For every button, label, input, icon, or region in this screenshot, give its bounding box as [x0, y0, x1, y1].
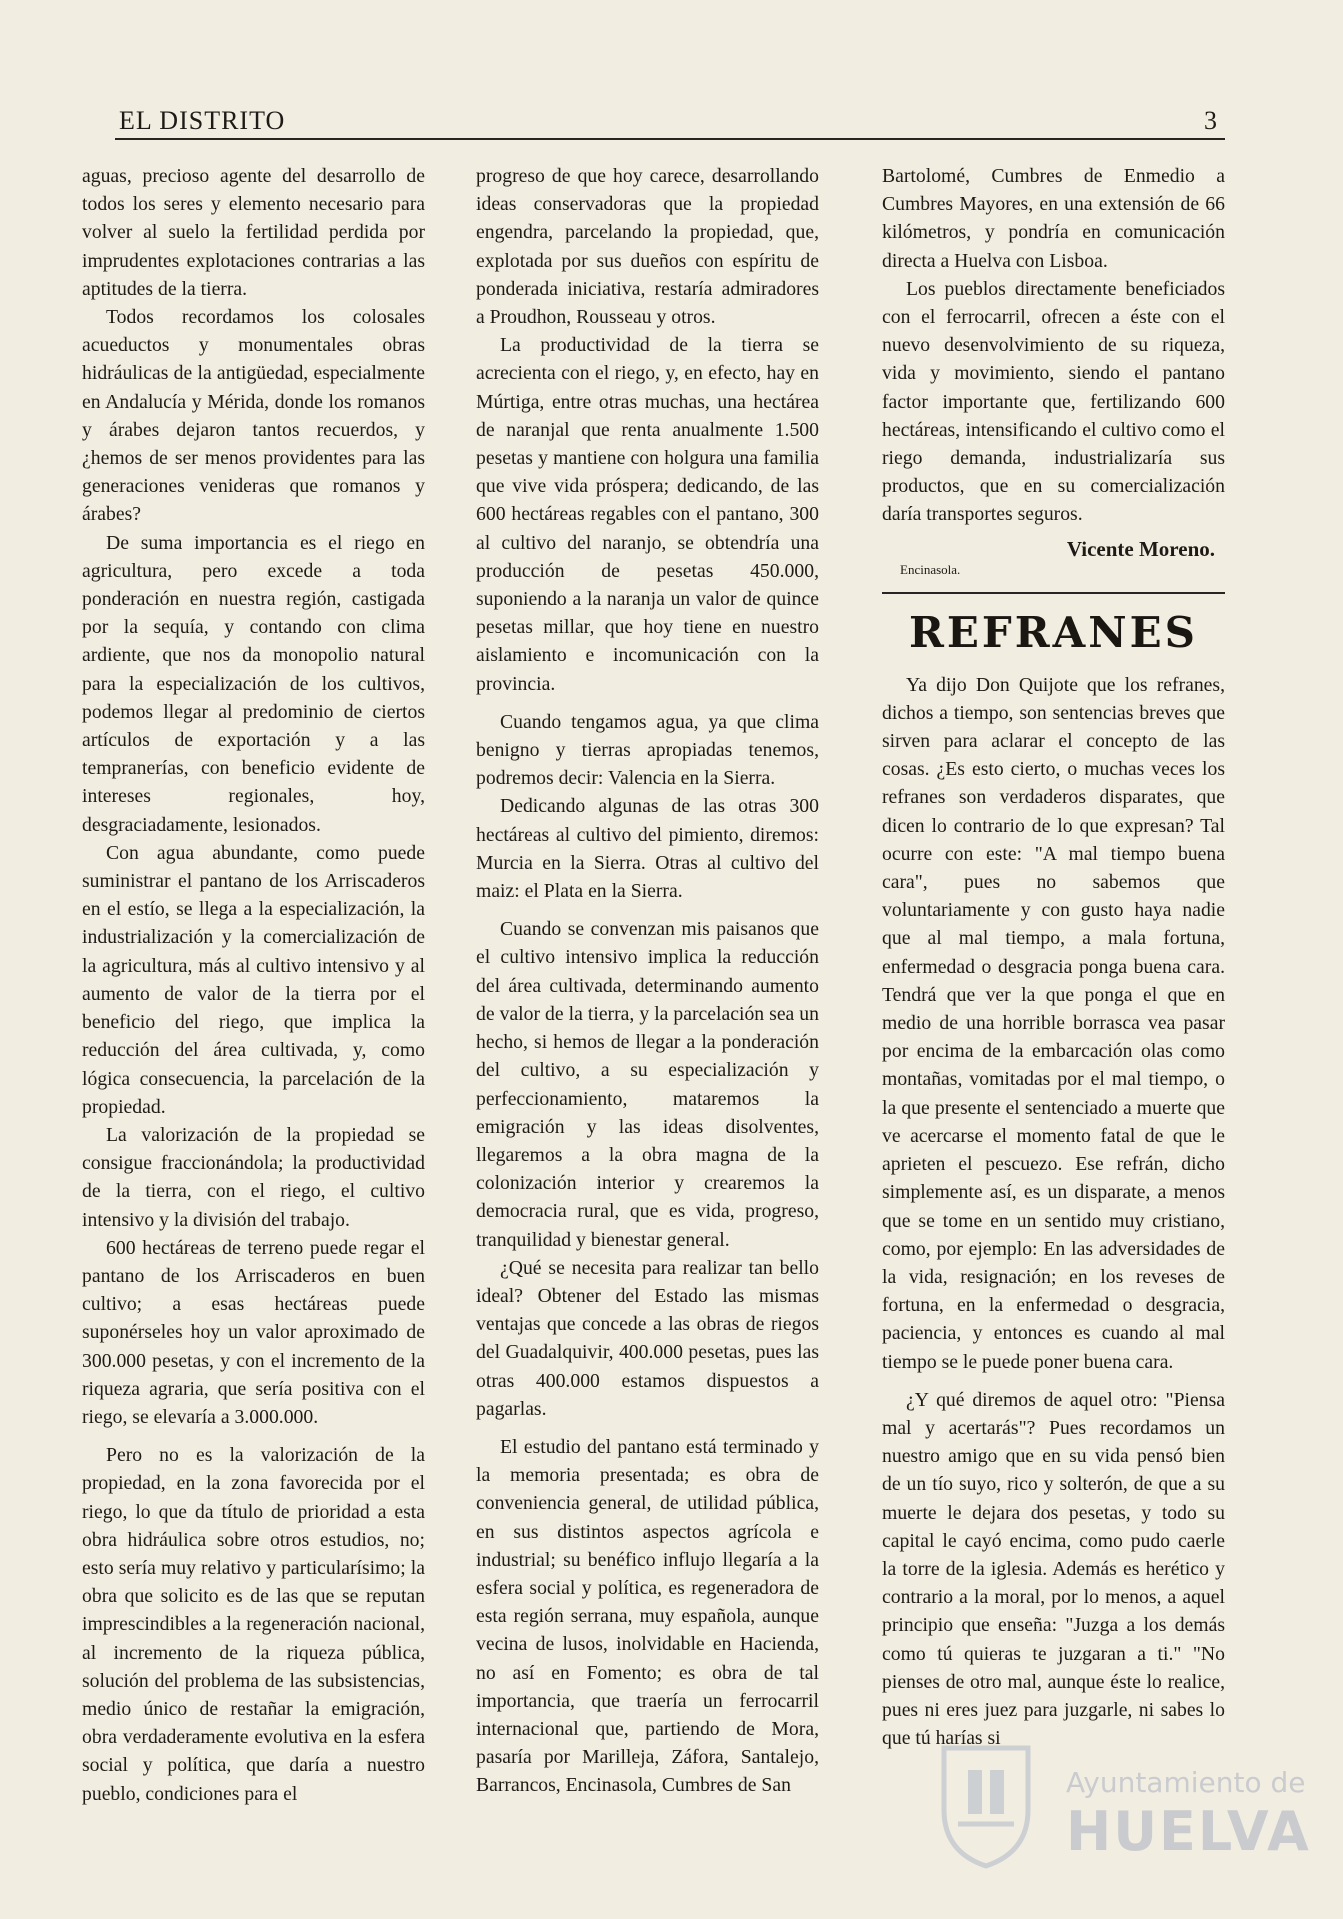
- publication-name: EL DISTRITO: [119, 106, 286, 135]
- paragraph: progreso de que hoy carece, desarrollando ideas conservadoras que la propiedad engendra, parcelando la propiedad, que, explotada por sus dueños con espíritu de ponderada iniciativa, restaría admiradores a Proudhon, Rousseau y otros.: [476, 165, 819, 329]
- section-divider: [882, 592, 1225, 594]
- paragraph: Con agua abundante, como puede suministrar el pantano de los Arriscaderos en el estío, se llega a la especialización, la industrialización y la comercialización de la agricultura, más al cultivo intensivo y al aumento de valor de la tierra por el beneficio del riego, que implica la reducción del área cultivada, y, como lógica consecuencia, la parcelación de la propiedad.: [82, 841, 425, 1118]
- column-1: [82, 162, 425, 1808]
- paragraph: Ya dijo Don Quijote que los refranes, dichos a tiempo, son sentencias breves que sirven para aclarar el concepto de las cosas. ¿Es esto cierto, o muchas veces los refranes son verdaderos disparates, que dicen lo contrario de lo que expresan? Tal ocurre con este: "A mal tiempo buena cara", pues no sabemos que voluntariamente y con gusto haya nadie que al mal tiempo, a mala fortuna, enfermedad o desgracia ponga buena cara. Tendrá que ver la que ponga el que en medio de una horrible borrasca vea pasar por encima de la embarcación olas como montañas, vomitadas por el mal tiempo, o la que presente el sentenciado a muerte que ve acercarse el momento fatal de que le aprieten el pescuezo. Ese refrán, dicho simplemente así, es un disparate, a menos que se tome en un sentido muy cristiano, como, por ejemplo: En las adversidades de la vida, resignación; en los reveses de fortuna, en la enfermedad o desgracia, paciencia, y entonces es cuando al mal tiempo se le puede poner buena cara.: [882, 673, 1225, 1373]
- refranes-title: REFRANES: [909, 607, 1198, 657]
- paragraph: El estudio del pantano está terminado y la memoria presentada; es obra de conveniencia general, de utilidad pública, en sus distintos aspectos agrícola e industrial; su benéfico influjo llegaría a la esfera social y política, es regeneradora de esta región serrana, muy española, aunque vecina de lusos, inolvidable en Hacienda, no así en Fomento; es obra de tal importancia, que traería un ferrocarril internacional que, partiendo de Mora, pasaría por Marilleja, Záfora, Santalejo, Barrancos, Encinasola, Cumbres de San: [476, 1435, 819, 1797]
- paragraph: Dedicando algunas de las otras 300 hectáreas al cultivo del pimiento, diremos: Murcia en la Sierra. Otras al cultivo del maiz: el Plata en la Sierra.: [476, 795, 819, 903]
- paragraph: Bartolomé, Cumbres de Enmedio a Cumbres Mayores, en una extensión de 66 kilómetros, y pondría en comunicación directa a Huelva con Lisboa.: [882, 165, 1225, 272]
- paragraph: Los pueblos directamente beneficiados con el ferrocarril, ofrecen a éste con el nuevo desenvolvimiento de su riqueza, vida y movimiento, siendo el pantano factor importante que, fertilizando 600 hectáreas, intensificando el cultivo como el riego demanda, industrializaría sus productos, que en su comercialización daría transportes seguros.: [882, 277, 1225, 526]
- paragraph: La productividad de la tierra se acrecienta con el riego, y, en efecto, hay en Múrtiga, entre otras muchas, una hectárea de naranjal que renta anualmente 1.500 pesetas y mantiene con holgura una familia que vive vida próspera; dedicando, de las 600 hectáreas regables con el pantano, 300 al cultivo del naranjo, se obtendría una producción de pesetas 450.000, suponiendo a la naranja un valor de quince pesetas millar, que hoy tiene en nuestro aislamiento e incomunicación con la provincia.: [476, 334, 819, 695]
- paragraph: La valorización de la propiedad se consigue fraccionándola; la productividad de la tierra, con el riego, el cultivo intensivo y la división del trabajo.: [82, 1123, 425, 1231]
- paragraph: aguas, precioso agente del desarrollo de todos los seres y elemento necesario para volver al suelo la fertilidad perdida por imprudentes explotaciones contrarias a las aptitudes de la tierra.: [82, 165, 425, 300]
- watermark-line-2: HUELVA: [1066, 1800, 1311, 1863]
- paragraph: Cuando tengamos agua, ya que clima benigno y tierras apropiadas tenemos, podremos decir: Valencia en la Sierra.: [476, 710, 819, 790]
- dateline: Encinasola.: [900, 561, 961, 577]
- paragraph: 600 hectáreas de terreno puede regar el pantano de los Arriscaderos en buen cultivo; a esas hectáreas puede suponérseles hoy un valor aproximado de 300.000 pesetas, y con el incremento de la riqueza agraria, que sería positiva con el riego, se elevaría a 3.000.000.: [82, 1236, 425, 1428]
- paragraph: Todos recordamos los colosales acueductos y monumentales obras hidráulicas de la antigüedad, especialmente en Andalucía y Mérida, donde los romanos y árabes dejaron tantos recuerdos, y ¿hemos de ser menos providentes para las generaciones venideras que romanos y árabes?: [82, 306, 425, 526]
- page-number: 3: [1204, 106, 1217, 135]
- archive-watermark: [938, 1740, 1311, 1870]
- masthead: [115, 102, 1225, 140]
- watermark-line-1: Ayuntamiento de: [1066, 1766, 1306, 1799]
- paragraph: ¿Y qué diremos de aquel otro: "Piensa mal y acertarás"? Pues recordamos un nuestro amigo que en su vida pensó bien de un tío suyo, rico y solterón, de que a su muerte le dejara dos pesetas, y todo su capital le cayó encima, como pudo caerle la torre de la iglesia. Además es herético y contrario a la moral, por lo menos, a aquel principio que enseña: "Juzga a los demás como tú quieras te juzgaran a ti." "No pienses de otro mal, aunque éste lo realice, pues ni eres juez para juzgarle, ni sabes lo que tú harías si: [882, 1388, 1225, 1750]
- column-2: [476, 162, 819, 1800]
- crest-icon: [938, 1740, 1034, 1870]
- author-signature: Vicente Moreno.: [1066, 536, 1215, 561]
- paragraph: De suma importancia es el riego en agricultura, pero excede a toda ponderación en nuestra región, castigada por la sequía, y contando con clima ardiente, que nos da monopolio natural para la especialización de los cultivos, podemos llegar al predominio de ciertos artículos de exportación y a las tempranerías, con beneficio evidente de intereses regionales, hoy, desgraciadamente, lesionados.: [82, 531, 425, 836]
- paragraph: Pero no es la valorización de la propiedad, en la zona favorecida por el riego, lo que da título de prioridad a esta obra hidráulica sobre otros estudios, no; esto sería muy relativo y particularísimo; la obra que solicito es de las que se reputan imprescindibles a la regeneración nacional, al incremento de la riqueza pública, solución del problema de las subsistencias, medio único de restañar la emigración, obra verdaderamente evolutiva en la esfera social y política, que daría a nuestro pueblo, condiciones para el: [82, 1444, 425, 1805]
- column-3: [882, 162, 1225, 1752]
- paragraph: ¿Qué se necesita para realizar tan bello ideal? Obtener del Estado las mismas ventajas que concede a las obras de riegos del Guadalquivir, 400.000 pesetas, pues las otras 400.000 estamos dispuestos a pagarlas.: [476, 1256, 819, 1420]
- paragraph: Cuando se convenzan mis paisanos que el cultivo intensivo implica la reducción del área cultivada, determinando aumento de valor de la tierra, y la parcelación sea un hecho, si hemos de llegar a la ponderación del cultivo, a su especialización y perfeccionamiento, mataremos la emigración y las ideas disolventes, llegaremos a la obra magna de la colonización interior y crearemos la democracia rural, que es vida, progreso, tranquilidad y bienestar general.: [476, 918, 819, 1251]
